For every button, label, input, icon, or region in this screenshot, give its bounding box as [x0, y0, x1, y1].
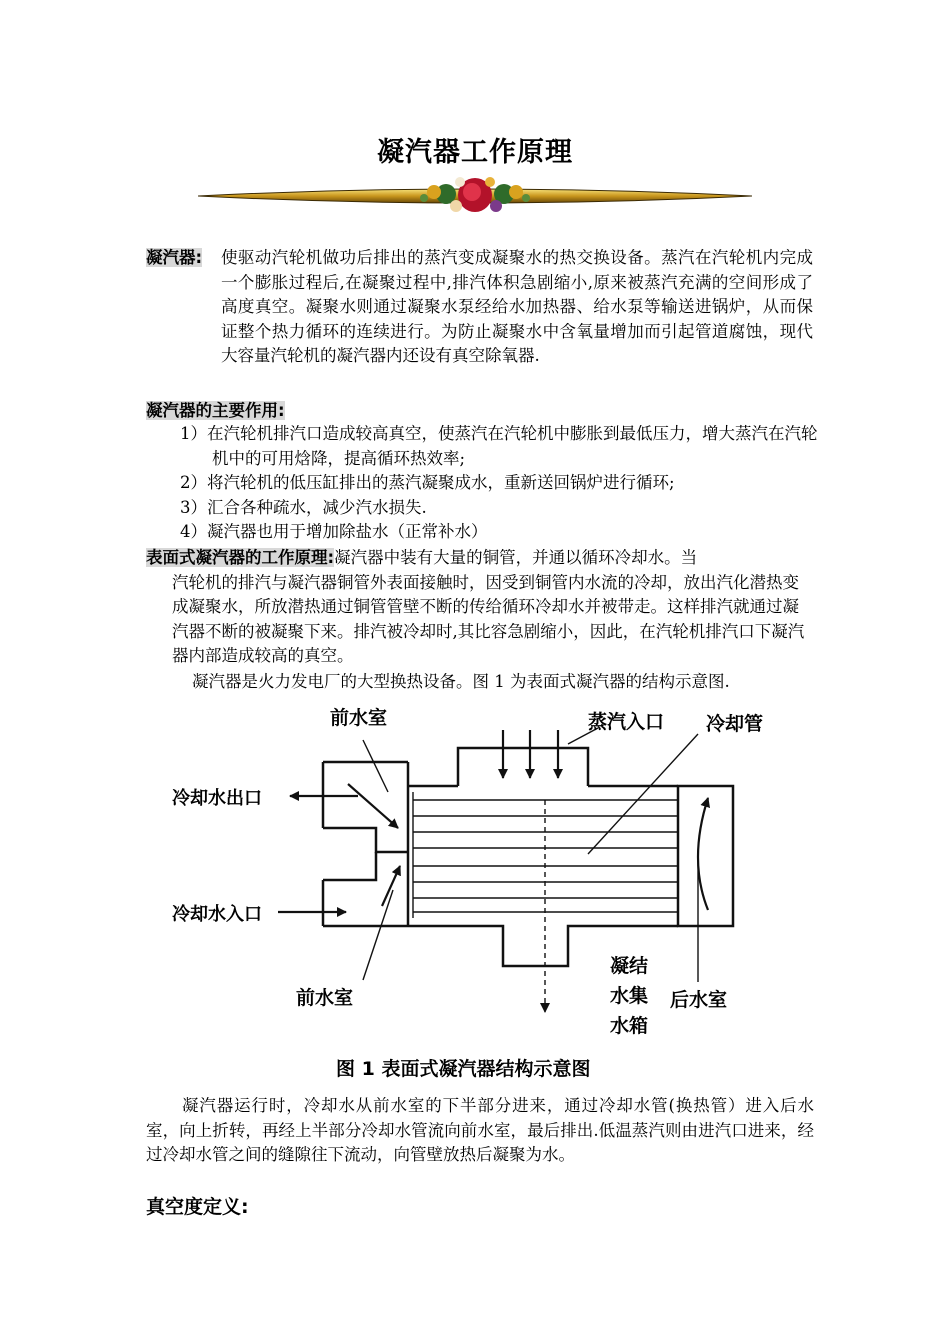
decorative-divider: [198, 168, 752, 224]
label-condensate-1: 凝结: [610, 955, 649, 977]
principle-label: 表面式凝汽器的工作原理:: [146, 548, 335, 567]
principle-text-rest: 汽轮机的排汽与凝汽器铜管外表面接触时，因受到铜管内水流的冷却，放出汽化潜热变成凝聚水，所放潜热通过铜管管壁不断的传给循环冷却水并被带走。这样排汽就通过凝汽器不断的被凝聚下来。排汽被冷却时,其比容急剧缩小，因此，在汽轮机排汽口下凝汽器内部造成较高的真空。: [172, 572, 805, 665]
list-item: 2）将汽轮机的低压缸排出的蒸汽凝聚成水，重新送回锅炉进行循环;: [180, 473, 675, 492]
list-item: 1）在汽轮机排汽口造成较高真空，使蒸汽在汽轮机中膨胀到最低压力，增大蒸汽在汽轮机中的可用焓降，提高循环热效率;: [180, 424, 818, 468]
definition-text: 使驱动汽轮机做功后排出的蒸汽变成凝聚水的热交换设备。蒸汽在汽轮机内完成一个膨胀过程后,在凝聚过程中,排汽体积急剧缩小,原来被蒸汽充满的空间形成了高度真空。凝聚水则通过凝聚水泵经给水加热器、给水泵等输送进锅炉，从而保证整个热力循环的连续进行。为防止凝聚水中含氧量增加而引起管道腐蚀，现代大容量汽轮机的凝汽器内还设有真空除氧器.: [221, 248, 813, 365]
principle-paragraph: [146, 546, 814, 669]
principle-text-first: 凝汽器中装有大量的铜管，并通以循环冷却水。当: [334, 548, 698, 567]
label-water-outlet: 冷却水出口: [172, 788, 262, 809]
condenser-diagram: [168, 700, 782, 1088]
definition-term: 凝汽器:: [146, 248, 203, 267]
label-condensate-2: 水集: [610, 985, 649, 1007]
label-rear-chamber: 后水室: [670, 989, 728, 1011]
list-item: 3）汇合各种疏水，减少汽水损失.: [180, 497, 427, 517]
label-condensate-3: 水箱: [610, 1015, 649, 1037]
label-cooling-tube: 冷却管: [706, 713, 764, 735]
list-item: 4）凝汽器也用于增加除盐水（正常补水）: [180, 522, 488, 541]
functions-heading: [146, 397, 285, 421]
label-water-inlet: 冷却水入口: [172, 904, 262, 925]
operation-paragraph: 凝汽器运行时，冷却水从前水室的下半部分进来，通过冷却水管(换热管）进入后水室，向上折转，再经上半部分冷却水管流向前水室，最后排出.低温蒸汽则由进汽口进来，经过冷却水管之间的缝隙往下流动，向管壁放热后凝聚为水。: [146, 1096, 814, 1164]
label-steam-inlet: 蒸汽入口: [588, 711, 665, 733]
figure-caption: 图 1 表面式凝汽器结构示意图: [336, 1058, 591, 1080]
page-title: 凝汽器工作原理: [377, 137, 573, 168]
functions-heading-text: 凝汽器的主要作用:: [146, 401, 285, 420]
label-front-chamber-bottom: 前水室: [296, 987, 354, 1009]
label-front-chamber-top: 前水室: [330, 707, 388, 729]
flower-ornament-icon: [420, 177, 530, 212]
figure-intro: 凝汽器是火力发电厂的大型换热设备。图 1 为表面式凝汽器的结构示意图.: [192, 672, 730, 691]
vacuum-heading: 真空度定义:: [146, 1196, 249, 1218]
functions-list: [180, 422, 820, 545]
